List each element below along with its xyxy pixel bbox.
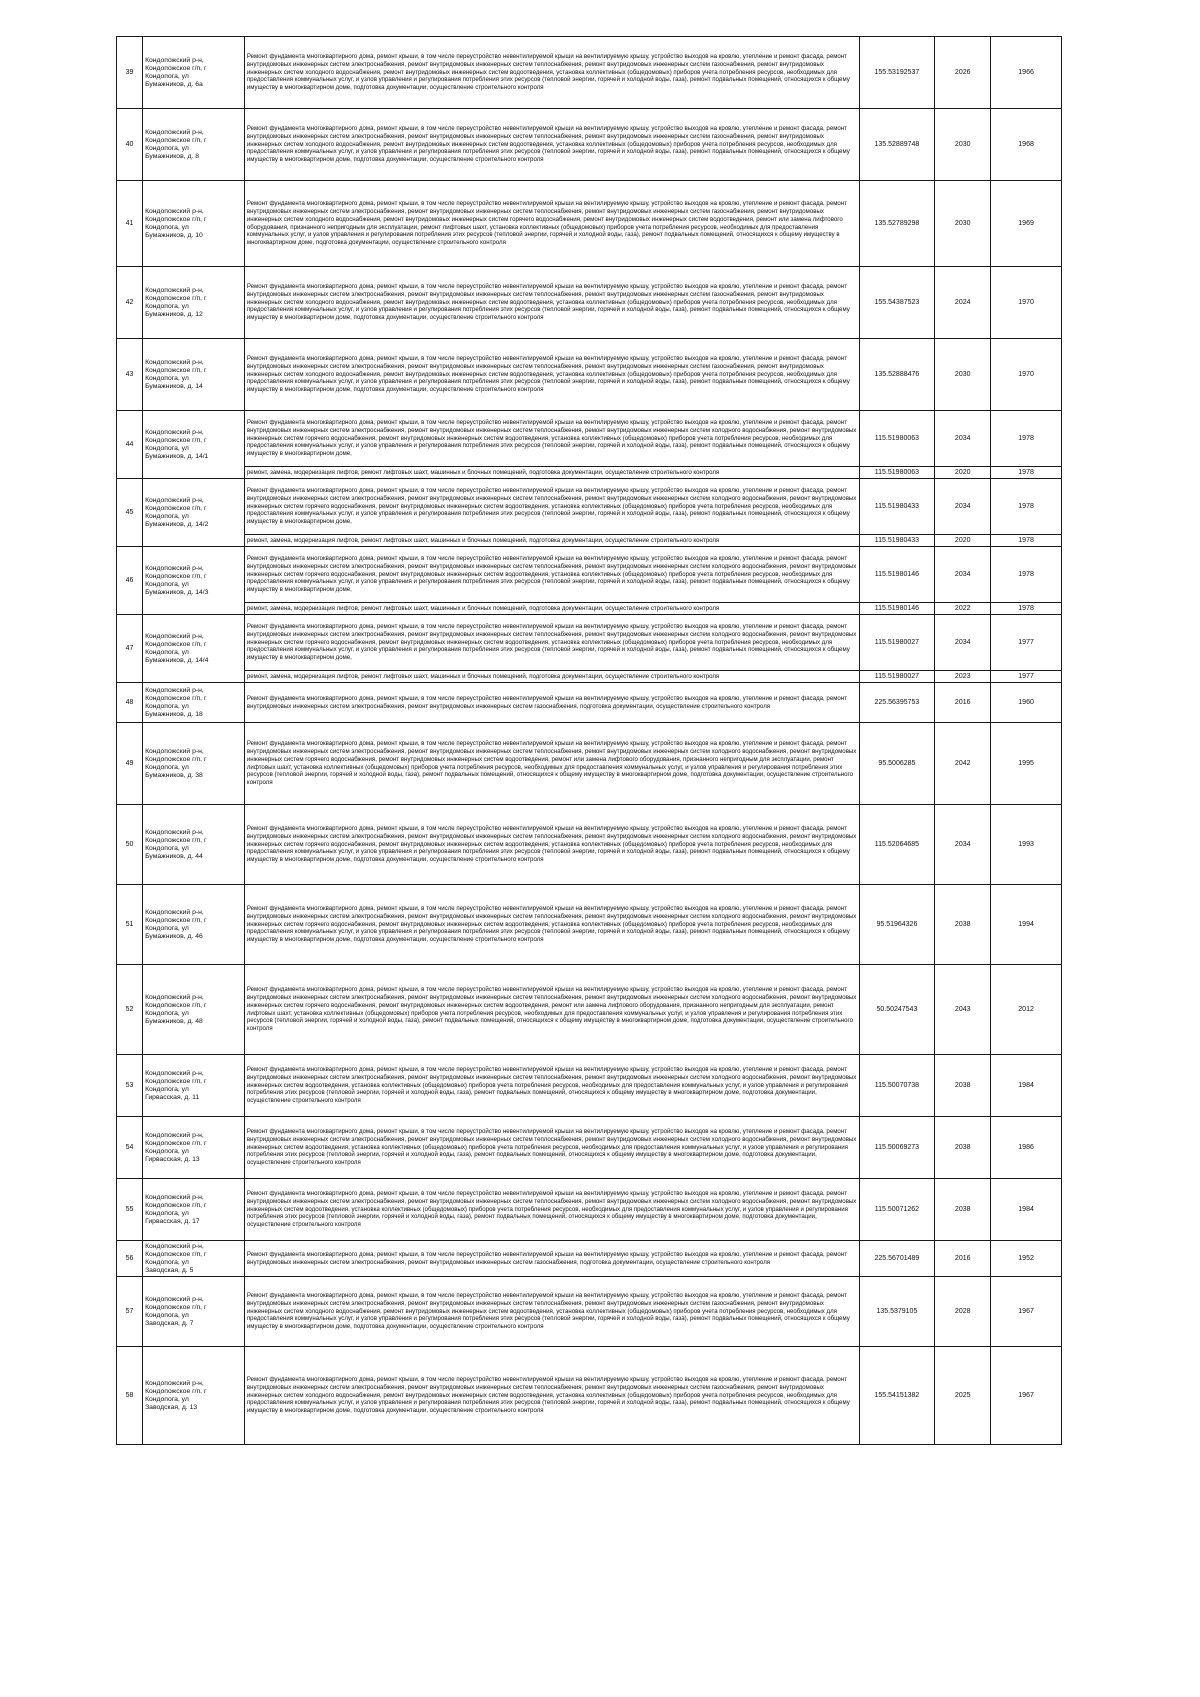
cost-value: 115.51980063 [859,467,935,479]
repair-year: 2030 [935,339,991,411]
address-line: Кондопога, ул [145,648,189,656]
cost-value: 115.51980063 [859,411,935,467]
address-line: Кондопожский р-н, [145,128,204,136]
table-row [117,1117,1062,1179]
address-line: Кондопожское г/п, г [145,916,207,924]
table-row [117,1347,1062,1445]
row-number: 50 [117,805,143,885]
address-cell [143,615,245,683]
row-number: 56 [117,1241,143,1277]
address-line: Бумажников, д. 12 [145,310,203,318]
address-line: Кондопога, ул [145,580,189,588]
repair-year: 2023 [935,671,991,683]
address-line: Кондопожский р-н, [145,564,204,572]
address-cell [143,965,245,1055]
work-description: Ремонт фундамента многоквартирного дома, ремонт крыши, в том числе переустройство невентилируемой крыши на вентилируемую крышу, устройство выходов на кровлю, утепление и ремонт фасада, ремонт внутридомовых инженерных систем электроснабжения, ремонт внутридомовых инженерных систем теплоснабжения, ремонт внутридомовых инженерных систем холодного водоснабжения, ремонт внутридомовых инженерных систем горячего водоснабжения, ремонт внутридомовых инженерных систем водоотведения, установка коллективных (общедомовых) приборов учета потребления ресурсов, необходимых для предоставления коммунальных услуг, и узлов управления и регулирования потребления этих ресурсов (тепловой энергии, горячей и холодной воды, газа), ремонт подвальных помещений, относящихся к общему имуществу в многоквартирном доме, [244,479,859,535]
cost-value: 115.52064685 [859,805,935,885]
row-number: 53 [117,1055,143,1117]
address-line: Гирвасская, д. 17 [145,1217,200,1225]
cost-value: 155.54387523 [859,267,935,339]
work-description: Ремонт фундамента многоквартирного дома, ремонт крыши, в том числе переустройство невентилируемой крыши на вентилируемую крышу, устройство выходов на кровлю, утепление и ремонт фасада, ремонт внутридомовых инженерных систем электроснабжения, ремонт внутридомовых инженерных систем теплоснабжения, ремонт внутридомовых инженерных систем газоснабжения, ремонт внутридомовых инженерных систем холодного водоснабжения, ремонт внутридомовых инженерных систем водоотведения, установка коллективных (общедомовых) приборов учета потребления ресурсов, необходимых для предоставления коммунальных услуг, и узлов управления и регулирования потребления этих ресурсов (тепловой энергии, горячей и холодной воды, газа), ремонт подвальных помещений, относящихся к общему имуществу в многоквартирном доме, подготовка документации, осуществление строительного контроля [244,1347,859,1445]
address-line: Кондопога, ул [145,1085,189,1093]
row-number: 54 [117,1117,143,1179]
address-cell [143,1117,245,1179]
work-description: Ремонт фундамента многоквартирного дома, ремонт крыши, в том числе переустройство невентилируемой крыши на вентилируемую крышу, устройство выходов на кровлю, утепление и ремонт фасада, ремонт внутридомовых инженерных систем электроснабжения, ремонт внутридомовых инженерных систем газоснабжения, подготовка документации, осуществление строительного контроля [244,683,859,723]
row-number: 47 [117,615,143,683]
row-number: 43 [117,339,143,411]
build-year: 1977 [991,671,1062,683]
address-line: Бумажников, д. 14 [145,382,203,390]
address-line: Бумажников, д. 14/3 [145,588,209,596]
address-line: Кондопожское г/п, г [145,436,207,444]
address-line: Кондопожский р-н, [145,1193,204,1201]
table-row [117,1241,1062,1277]
repair-schedule-table [116,36,1062,1445]
address-line: Кондопожский р-н, [145,747,204,755]
address-line: Кондопожский р-н, [145,286,204,294]
address-cell [143,683,245,723]
cost-value: 155.53192537 [859,37,935,109]
address-line: Кондопожское г/п, г [145,1201,207,1209]
work-description: Ремонт фундамента многоквартирного дома, ремонт крыши, в том числе переустройство невентилируемой крыши на вентилируемую крышу, устройство выходов на кровлю, утепление и ремонт фасада, ремонт внутридомовых инженерных систем электроснабжения, ремонт внутридомовых инженерных систем теплоснабжения, ремонт внутридомовых инженерных систем газоснабжения, ремонт внутридомовых инженерных систем холодного водоснабжения, ремонт внутридомовых инженерных систем водоотведения, установка коллективных (общедомовых) приборов учета потребления ресурсов, необходимых для предоставления коммунальных услуг, и узлов управления и регулирования потребления этих ресурсов (тепловой энергии, горячей и холодной воды, газа), ремонт подвальных помещений, относящихся к общему имуществу в многоквартирном доме, подготовка документации, осуществление строительного контроля [244,109,859,181]
repair-year: 2043 [935,965,991,1055]
row-number: 57 [117,1277,143,1347]
repair-year: 2020 [935,467,991,479]
repair-year: 2042 [935,723,991,805]
repair-year: 2034 [935,547,991,603]
cost-value: 135.52888476 [859,339,935,411]
table-row [117,181,1062,267]
address-line: Кондопога, ул [145,512,189,520]
address-line: Кондопога, ул [145,223,189,231]
repair-year: 2026 [935,37,991,109]
address-cell [143,1179,245,1241]
address-cell [143,1055,245,1117]
table-row [117,805,1062,885]
address-line: Кондопожский р-н, [145,1131,204,1139]
build-year: 1960 [991,683,1062,723]
work-description: Ремонт фундамента многоквартирного дома, ремонт крыши, в том числе переустройство невентилируемой крыши на вентилируемую крышу, устройство выходов на кровлю, утепление и ремонт фасада, ремонт внутридомовых инженерных систем электроснабжения, ремонт внутридомовых инженерных систем теплоснабжения, ремонт внутридомовых инженерных систем холодного водоснабжения, ремонт внутридомовых инженерных систем горячего водоснабжения, ремонт внутридомовых инженерных систем водоотведения, установка коллективных (общедомовых) приборов учета потребления ресурсов, необходимых для предоставления коммунальных услуг, и узлов управления и регулирования потребления этих ресурсов (тепловой энергии, горячей и холодной воды, газа), ремонт подвальных помещений, относящихся к общему имуществу в многоквартирном доме, подготовка документации, осуществление строительного контроля [244,805,859,885]
address-cell [143,411,245,479]
repair-year: 2022 [935,603,991,615]
address-line: Бумажников, д. 10 [145,231,203,239]
build-year: 1968 [991,109,1062,181]
address-cell [143,1241,245,1277]
build-year: 1993 [991,805,1062,885]
repair-year: 2034 [935,411,991,467]
table-row [117,683,1062,723]
cost-value: 95.51964326 [859,885,935,965]
address-line: Кондопога, ул [145,444,189,452]
repair-year: 2038 [935,1055,991,1117]
build-year: 1969 [991,181,1062,267]
table-row [117,267,1062,339]
address-line: Кондопожское г/п, г [145,504,207,512]
address-line: Кондопожское г/п, г [145,215,207,223]
cost-value: 225.56395753 [859,683,935,723]
address-line: Бумажников, д. 8 [145,152,199,160]
build-year: 1952 [991,1241,1062,1277]
repair-year: 2030 [935,181,991,267]
work-description: Ремонт фундамента многоквартирного дома, ремонт крыши, в том числе переустройство невентилируемой крыши на вентилируемую крышу, устройство выходов на кровлю, утепление и ремонт фасада, ремонт внутридомовых инженерных систем электроснабжения, ремонт внутридомовых инженерных систем теплоснабжения, ремонт внутридомовых инженерных систем газоснабжения, ремонт внутридомовых инженерных систем холодного водоснабжения, ремонт внутридомовых инженерных систем водоотведения, установка коллективных (общедомовых) приборов учета потребления ресурсов, необходимых для предоставления коммунальных услуг, и узлов управления и регулирования потребления этих ресурсов (тепловой энергии, горячей и холодной воды, газа), ремонт подвальных помещений, относящихся к общему имуществу в многоквартирном доме, подготовка документации, осуществление строительного контроля [244,37,859,109]
address-line: Кондопожский р-н, [145,207,204,215]
address-line: Кондопожское г/п, г [145,1303,207,1311]
work-description: ремонт, замена, модернизация лифтов, ремонт лифтовых шахт, машинных и блочных помещений, подготовка документации, осуществление строительного контроля [244,467,859,479]
table-body [117,37,1062,1445]
repair-year: 2038 [935,1179,991,1241]
address-line: Кондопожское г/п, г [145,1250,207,1258]
table-row [117,615,1062,671]
work-description: Ремонт фундамента многоквартирного дома, ремонт крыши, в том числе переустройство невентилируемой крыши на вентилируемую крышу, устройство выходов на кровлю, утепление и ремонт фасада, ремонт внутридомовых инженерных систем электроснабжения, ремонт внутридомовых инженерных систем теплоснабжения, ремонт внутридомовых инженерных систем холодного водоснабжения, ремонт внутридомовых инженерных систем горячего водоснабжения, ремонт внутридомовых инженерных систем водоотведения, установка коллективных (общедомовых) приборов учета потребления ресурсов, необходимых для предоставления коммунальных услуг, и узлов управления и регулирования потребления этих ресурсов (тепловой энергии, горячей и холодной воды, газа), ремонт подвальных помещений, относящихся к общему имуществу в многоквартирном доме, [244,615,859,671]
address-line: Бумажников, д. 18 [145,710,203,718]
work-description: ремонт, замена, модернизация лифтов, ремонт лифтовых шахт, машинных и блочных помещений, подготовка документации, осуществление строительного контроля [244,671,859,683]
cost-value: 115.51980027 [859,615,935,671]
address-cell [143,723,245,805]
row-number: 51 [117,885,143,965]
build-year: 1978 [991,603,1062,615]
work-description: ремонт, замена, модернизация лифтов, ремонт лифтовых шахт, машинных и блочных помещений, подготовка документации, осуществление строительного контроля [244,535,859,547]
address-line: Кондопожский р-н, [145,686,204,694]
address-line: Кондопожское г/п, г [145,64,207,72]
row-number: 45 [117,479,143,547]
build-year: 1978 [991,547,1062,603]
address-line: Кондопожское г/п, г [145,1077,207,1085]
repair-year: 2028 [935,1277,991,1347]
address-line: Кондопога, ул [145,702,189,710]
cost-value: 135.5379105 [859,1277,935,1347]
table-row [117,37,1062,109]
address-line: Кондопожский р-н, [145,908,204,916]
address-line: Кондопога, ул [145,844,189,852]
repair-year: 2025 [935,1347,991,1445]
address-line: Заводская, д. 13 [145,1403,198,1411]
table-subrow [117,603,1062,615]
cost-value: 115.51980146 [859,547,935,603]
address-line: Бумажников, д. 14/1 [145,452,209,460]
cost-value: 50.50247543 [859,965,935,1055]
table-row [117,339,1062,411]
address-line: Заводская, д. 5 [145,1266,194,1274]
build-year: 1978 [991,535,1062,547]
address-cell [143,109,245,181]
address-line: Заводская, д. 7 [145,1319,194,1327]
work-description: Ремонт фундамента многоквартирного дома, ремонт крыши, в том числе переустройство невентилируемой крыши на вентилируемую крышу, устройство выходов на кровлю, утепление и ремонт фасада, ремонт внутридомовых инженерных систем электроснабжения, ремонт внутридомовых инженерных систем теплоснабжения, ремонт внутридомовых инженерных систем газоснабжения, ремонт внутридомовых инженерных систем холодного водоснабжения, ремонт внутридомовых инженерных систем водоотведения, установка коллективных (общедомовых) приборов учета потребления ресурсов, необходимых для предоставления коммунальных услуг, и узлов управления и регулирования потребления этих ресурсов (тепловой энергии, горячей и холодной воды, газа), ремонт подвальных помещений, относящихся к общему имуществу в многоквартирном доме, подготовка документации, осуществление строительного контроля [244,267,859,339]
repair-year: 2038 [935,885,991,965]
build-year: 1967 [991,1277,1062,1347]
address-cell [143,339,245,411]
work-description: Ремонт фундамента многоквартирного дома, ремонт крыши, в том числе переустройство невентилируемой крыши на вентилируемую крышу, устройство выходов на кровлю, утепление и ремонт фасада, ремонт внутридомовых инженерных систем электроснабжения, ремонт внутридомовых инженерных систем теплоснабжения, ремонт внутридомовых инженерных систем холодного водоснабжения, ремонт внутридомовых инженерных систем водоотведения, установка коллективных (общедомовых) приборов учета потребления ресурсов, необходимых для предоставления коммунальных услуг, и узлов управления и регулирования потребления этих ресурсов (тепловой энергии, горячей и холодной воды, газа), ремонт подвальных помещений, относящихся к общему имуществу в многоквартирном доме, подготовка документации, осуществление строительного контроля [244,1117,859,1179]
build-year: 1984 [991,1055,1062,1117]
work-description: Ремонт фундамента многоквартирного дома, ремонт крыши, в том числе переустройство невентилируемой крыши на вентилируемую крышу, устройство выходов на кровлю, утепление и ремонт фасада, ремонт внутридомовых инженерных систем электроснабжения, ремонт внутридомовых инженерных систем теплоснабжения, ремонт внутридомовых инженерных систем газоснабжения, ремонт внутридомовых инженерных систем холодного водоснабжения, ремонт внутридомовых инженерных систем водоотведения, установка коллективных (общедомовых) приборов учета потребления ресурсов, необходимых для предоставления коммунальных услуг, и узлов управления и регулирования потребления этих ресурсов (тепловой энергии, горячей и холодной воды, газа), ремонт подвальных помещений, относящихся к общему имуществу в многоквартирном доме, подготовка документации, осуществление строительного контроля [244,339,859,411]
address-cell [143,547,245,615]
address-line: Кондопога, ул [145,1258,189,1266]
address-cell [143,181,245,267]
table-subrow [117,467,1062,479]
address-line: Кондопожский р-н, [145,1069,204,1077]
work-description: Ремонт фундамента многоквартирного дома, ремонт крыши, в том числе переустройство невентилируемой крыши на вентилируемую крышу, устройство выходов на кровлю, утепление и ремонт фасада, ремонт внутридомовых инженерных систем электроснабжения, ремонт внутридомовых инженерных систем теплоснабжения, ремонт внутридомовых инженерных систем газоснабжения, ремонт внутридомовых инженерных систем холодного водоснабжения, ремонт внутридомовых инженерных систем горячего водоснабжения, ремонт внутридомовых инженерных систем водоотведения, ремонт или замена лифтового оборудования, признанного непригодным для эксплуатации, ремонт лифтовых шахт, установка коллективных (общедомовых) приборов учета потребления ресурсов, необходимых для предоставления коммунальных услуг, и узлов управления и регулирования потребления этих ресурсов (тепловой энергии, горячей и холодной воды, газа), ремонт подвальных помещений, относящихся к общему имуществу в многоквартирном доме, подготовка документации, осуществление строительного контроля [244,181,859,267]
address-line: Кондопожское г/п, г [145,1001,207,1009]
address-line: Кондопожское г/п, г [145,755,207,763]
address-line: Кондопога, ул [145,763,189,771]
build-year: 1967 [991,1347,1062,1445]
table-row [117,1055,1062,1117]
address-line: Бумажников, д. 38 [145,771,203,779]
address-cell [143,37,245,109]
address-cell [143,885,245,965]
table-row [117,965,1062,1055]
repair-year: 2038 [935,1117,991,1179]
address-line: Кондопожский р-н, [145,1379,204,1387]
cost-value: 95.5006285 [859,723,935,805]
repair-year: 2034 [935,615,991,671]
row-number: 52 [117,965,143,1055]
address-line: Кондопожский р-н, [145,1242,204,1250]
build-year: 1986 [991,1117,1062,1179]
row-number: 49 [117,723,143,805]
build-year: 1977 [991,615,1062,671]
row-number: 42 [117,267,143,339]
build-year: 1978 [991,467,1062,479]
cost-value: 115.51980027 [859,671,935,683]
address-line: Бумажников, д. 14/4 [145,656,209,664]
table-row [117,109,1062,181]
table-row [117,1179,1062,1241]
build-year: 1970 [991,339,1062,411]
address-line: Кондопожское г/п, г [145,366,207,374]
table-row [117,723,1062,805]
address-line: Кондопожское г/п, г [145,640,207,648]
repair-year: 2030 [935,109,991,181]
table-row [117,479,1062,535]
address-line: Кондопожский р-н, [145,56,204,64]
cost-value: 225.56701489 [859,1241,935,1277]
cost-value: 155.54151382 [859,1347,935,1445]
work-description: Ремонт фундамента многоквартирного дома, ремонт крыши, в том числе переустройство невентилируемой крыши на вентилируемую крышу, устройство выходов на кровлю, утепление и ремонт фасада, ремонт внутридомовых инженерных систем электроснабжения, ремонт внутридомовых инженерных систем теплоснабжения, ремонт внутридомовых инженерных систем холодного водоснабжения, ремонт внутридомовых инженерных систем горячего водоснабжения, ремонт внутридомовых инженерных систем водоотведения, ремонт или замена лифтового оборудования, признанного непригодным для эксплуатации, ремонт лифтовых шахт, установка коллективных (общедомовых) приборов учета потребления ресурсов, необходимых для предоставления коммунальных услуг, и узлов управления и регулирования потребления этих ресурсов (тепловой энергии, горячей и холодной воды, газа), ремонт подвальных помещений, относящихся к общему имуществу в многоквартирном доме, подготовка документации, осуществление строительного контроля [244,965,859,1055]
address-line: Кондопога, ул [145,1209,189,1217]
address-line: Кондопога, ул [145,924,189,932]
address-line: Кондопожский р-н, [145,1295,204,1303]
work-description: Ремонт фундамента многоквартирного дома, ремонт крыши, в том числе переустройство невентилируемой крыши на вентилируемую крышу, устройство выходов на кровлю, утепление и ремонт фасада, ремонт внутридомовых инженерных систем электроснабжения, ремонт внутридомовых инженерных систем газоснабжения, подготовка документации, осуществление строительного контроля [244,1241,859,1277]
row-number: 44 [117,411,143,479]
address-line: Кондопога, ул [145,1311,189,1319]
row-number: 48 [117,683,143,723]
work-description: Ремонт фундамента многоквартирного дома, ремонт крыши, в том числе переустройство невентилируемой крыши на вентилируемую крышу, устройство выходов на кровлю, утепление и ремонт фасада, ремонт внутридомовых инженерных систем электроснабжения, ремонт внутридомовых инженерных систем теплоснабжения, ремонт внутридомовых инженерных систем холодного водоснабжения, ремонт внутридомовых инженерных систем горячего водоснабжения, ремонт внутридомовых инженерных систем водоотведения, ремонт или замена лифтового оборудования, признанного непригодным для эксплуатации, ремонт лифтовых шахт, установка коллективных (общедомовых) приборов учета потребления ресурсов, необходимых для предоставления коммунальных услуг, и узлов управления и регулирования потребления этих ресурсов (тепловой энергии, горячей и холодной воды, газа), ремонт подвальных помещений, относящихся к общему имуществу в многоквартирном доме, подготовка документации, осуществление строительного контроля [244,723,859,805]
address-line: Кондопожское г/п, г [145,1387,207,1395]
address-line: Кондопожское г/п, г [145,836,207,844]
cost-value: 115.50071262 [859,1179,935,1241]
address-line: Кондопожское г/п, г [145,136,207,144]
address-line: Бумажников, д. 14/2 [145,520,209,528]
address-line: Кондопога, ул [145,1009,189,1017]
build-year: 1966 [991,37,1062,109]
address-line: Кондопожское г/п, г [145,572,207,580]
table-row [117,1277,1062,1347]
row-number: 41 [117,181,143,267]
build-year: 1978 [991,411,1062,467]
row-number: 55 [117,1179,143,1241]
address-cell [143,1277,245,1347]
table-row [117,885,1062,965]
table-row [117,411,1062,467]
address-line: Кондопога, ул [145,302,189,310]
build-year: 1970 [991,267,1062,339]
cost-value: 115.50069273 [859,1117,935,1179]
table-subrow [117,535,1062,547]
table-subrow [117,671,1062,683]
address-cell [143,805,245,885]
address-line: Гирвасская, д. 13 [145,1155,200,1163]
repair-year: 2020 [935,535,991,547]
address-line: Кондопога, ул [145,1395,189,1403]
build-year: 2012 [991,965,1062,1055]
repair-year: 2034 [935,805,991,885]
address-line: Кондопожское г/п, г [145,694,207,702]
address-line: Кондопожский р-н, [145,632,204,640]
cost-value: 115.51980146 [859,603,935,615]
cost-value: 135.52889748 [859,109,935,181]
build-year: 1978 [991,479,1062,535]
table-row [117,547,1062,603]
cost-value: 115.50070738 [859,1055,935,1117]
address-line: Кондопожское г/п, г [145,1139,207,1147]
address-line: Кондопога, ул [145,1147,189,1155]
build-year: 1995 [991,723,1062,805]
work-description: Ремонт фундамента многоквартирного дома, ремонт крыши, в том числе переустройство невентилируемой крыши на вентилируемую крышу, устройство выходов на кровлю, утепление и ремонт фасада, ремонт внутридомовых инженерных систем электроснабжения, ремонт внутридомовых инженерных систем теплоснабжения, ремонт внутридомовых инженерных систем холодного водоснабжения, ремонт внутридомовых инженерных систем горячего водоснабжения, ремонт внутридомовых инженерных систем водоотведения, установка коллективных (общедомовых) приборов учета потребления ресурсов, необходимых для предоставления коммунальных услуг, и узлов управления и регулирования потребления этих ресурсов (тепловой энергии, горячей и холодной воды, газа), ремонт подвальных помещений, относящихся к общему имуществу в многоквартирном доме, [244,411,859,467]
repair-year: 2016 [935,683,991,723]
repair-year: 2024 [935,267,991,339]
address-line: Бумажников, д. 48 [145,1017,203,1025]
repair-year: 2016 [935,1241,991,1277]
work-description: Ремонт фундамента многоквартирного дома, ремонт крыши, в том числе переустройство невентилируемой крыши на вентилируемую крышу, устройство выходов на кровлю, утепление и ремонт фасада, ремонт внутридомовых инженерных систем электроснабжения, ремонт внутридомовых инженерных систем теплоснабжения, ремонт внутридомовых инженерных систем холодного водоснабжения, ремонт внутридомовых инженерных систем горячего водоснабжения, ремонт внутридомовых инженерных систем водоотведения, установка коллективных (общедомовых) приборов учета потребления ресурсов, необходимых для предоставления коммунальных услуг, и узлов управления и регулирования потребления этих ресурсов (тепловой энергии, горячей и холодной воды, газа), ремонт подвальных помещений, относящихся к общему имуществу в многоквартирном доме, подготовка документации, осуществление строительного контроля [244,885,859,965]
address-line: Кондопожский р-н, [145,358,204,366]
work-description: Ремонт фундамента многоквартирного дома, ремонт крыши, в том числе переустройство невентилируемой крыши на вентилируемую крышу, устройство выходов на кровлю, утепление и ремонт фасада, ремонт внутридомовых инженерных систем электроснабжения, ремонт внутридомовых инженерных систем теплоснабжения, ремонт внутридомовых инженерных систем холодного водоснабжения, ремонт внутридомовых инженерных систем горячего водоснабжения, ремонт внутридомовых инженерных систем водоотведения, установка коллективных (общедомовых) приборов учета потребления ресурсов, необходимых для предоставления коммунальных услуг, и узлов управления и регулирования потребления этих ресурсов (тепловой энергии, горячей и холодной воды, газа), ремонт подвальных помещений, относящихся к общему имуществу в многоквартирном доме, [244,547,859,603]
address-line: Бумажников, д. 44 [145,852,203,860]
address-cell [143,479,245,547]
address-line: Бумажников, д. 46 [145,932,203,940]
row-number: 58 [117,1347,143,1445]
work-description: ремонт, замена, модернизация лифтов, ремонт лифтовых шахт, машинных и блочных помещений, подготовка документации, осуществление строительного контроля [244,603,859,615]
cost-value: 115.51980433 [859,535,935,547]
address-cell [143,267,245,339]
address-line: Кондопожский р-н, [145,828,204,836]
row-number: 39 [117,37,143,109]
work-description: Ремонт фундамента многоквартирного дома, ремонт крыши, в том числе переустройство невентилируемой крыши на вентилируемую крышу, устройство выходов на кровлю, утепление и ремонт фасада, ремонт внутридомовых инженерных систем электроснабжения, ремонт внутридомовых инженерных систем теплоснабжения, ремонт внутридомовых инженерных систем холодного водоснабжения, ремонт внутридомовых инженерных систем водоотведения, установка коллективных (общедомовых) приборов учета потребления ресурсов, необходимых для предоставления коммунальных услуг, и узлов управления и регулирования потребления этих ресурсов (тепловой энергии, горячей и холодной воды, газа), ремонт подвальных помещений, относящихся к общему имуществу в многоквартирном доме, подготовка документации, осуществление строительного контроля [244,1179,859,1241]
row-number: 40 [117,109,143,181]
repair-year: 2034 [935,479,991,535]
address-line: Кондопожский р-н, [145,428,204,436]
address-line: Кондопожское г/п, г [145,294,207,302]
address-line: Гирвасская, д. 11 [145,1093,200,1101]
address-line: Бумажников, д. 6а [145,80,203,88]
row-number: 46 [117,547,143,615]
cost-value: 115.51980433 [859,479,935,535]
address-line: Кондопога, ул [145,374,189,382]
address-cell [143,1347,245,1445]
address-line: Кондопога, ул [145,144,189,152]
address-line: Кондопога, ул [145,72,189,80]
work-description: Ремонт фундамента многоквартирного дома, ремонт крыши, в том числе переустройство невентилируемой крыши на вентилируемую крышу, устройство выходов на кровлю, утепление и ремонт фасада, ремонт внутридомовых инженерных систем электроснабжения, ремонт внутридомовых инженерных систем теплоснабжения, ремонт внутридомовых инженерных систем газоснабжения, ремонт внутридомовых инженерных систем холодного водоснабжения, ремонт внутридомовых инженерных систем водоотведения, установка коллективных (общедомовых) приборов учета потребления ресурсов, необходимых для предоставления коммунальных услуг, и узлов управления и регулирования потребления этих ресурсов (тепловой энергии, горячей и холодной воды, газа), ремонт подвальных помещений, относящихся к общему имуществу в многоквартирном доме, подготовка документации, осуществление строительного контроля [244,1277,859,1347]
cost-value: 135.52789298 [859,181,935,267]
build-year: 1984 [991,1179,1062,1241]
address-line: Кондопожский р-н, [145,993,204,1001]
address-line: Кондопожский р-н, [145,496,204,504]
work-description: Ремонт фундамента многоквартирного дома, ремонт крыши, в том числе переустройство невентилируемой крыши на вентилируемую крышу, устройство выходов на кровлю, утепление и ремонт фасада, ремонт внутридомовых инженерных систем электроснабжения, ремонт внутридомовых инженерных систем теплоснабжения, ремонт внутридомовых инженерных систем холодного водоснабжения, ремонт внутридомовых инженерных систем водоотведения, установка коллективных (общедомовых) приборов учета потребления ресурсов, необходимых для предоставления коммунальных услуг, и узлов управления и регулирования потребления этих ресурсов (тепловой энергии, горячей и холодной воды, газа), ремонт подвальных помещений, относящихся к общему имуществу в многоквартирном доме, подготовка документации, осуществление строительного контроля [244,1055,859,1117]
build-year: 1994 [991,885,1062,965]
